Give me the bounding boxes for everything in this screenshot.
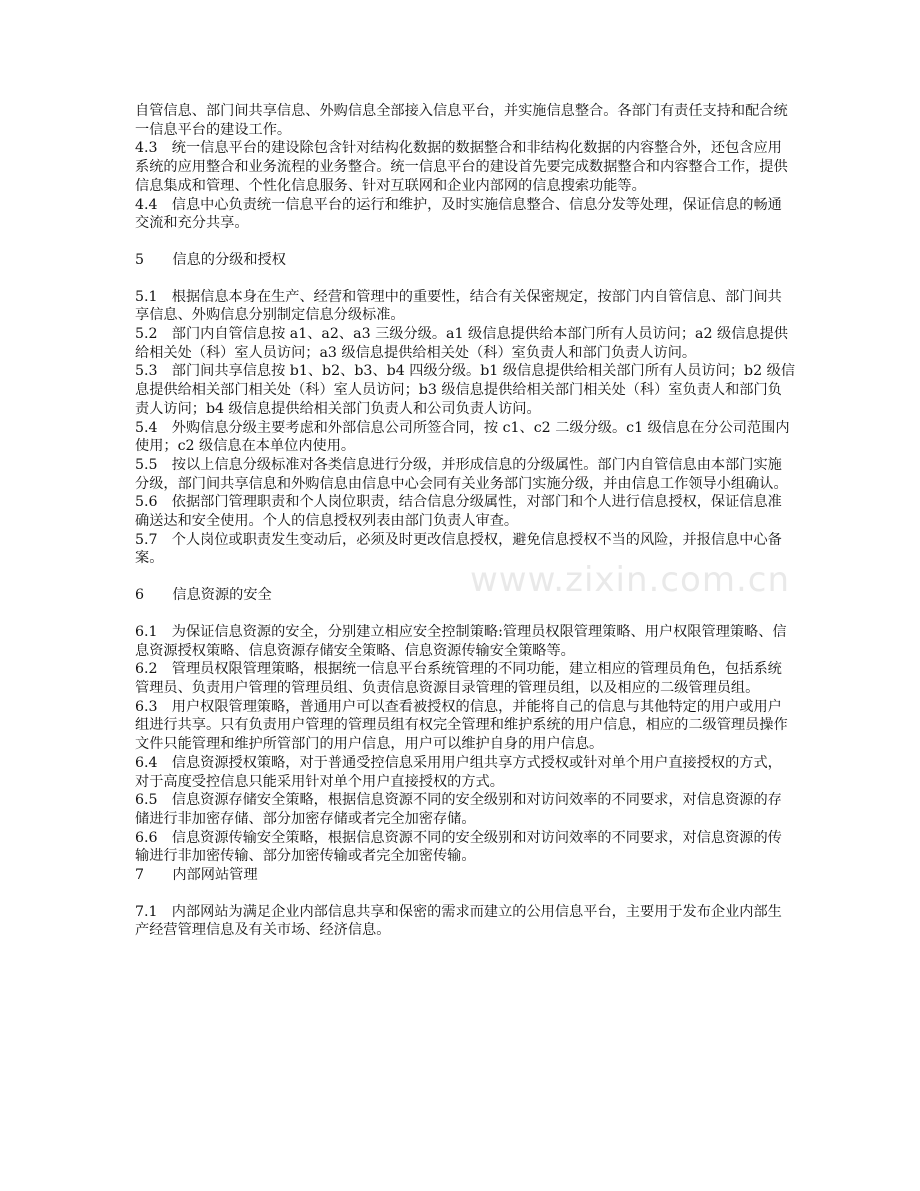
paragraph-6-6: 6.6 信息资源传输安全策略，根据信息资源不同的安全级别和对访问效率的不同要求，对信息资源的传输进行非加密传输、部分加密传输或者完全加密传输。 bbox=[135, 829, 782, 865]
paragraph-6-4: 6.4 信息资源授权策略，对于普通受控信息采用用户组共享方式授权或针对单个用户直接授权的方式，对于高度受控信息只能采用针对单个用户直接授权的方式。 bbox=[135, 754, 782, 790]
paragraph-5-3: 5.3 部门间共享信息按 b1、b2、b3、b4 四级分级。b1 级信息提供给相关部门所有人员访问；b2 级信息提供给相关部门相关处（科）室人员访问；b3 级信息提供给相关部门相关处（科）室负责人和部门负责人访问；b4 级信息提供给相关部门负责人和公司负责人访问。 bbox=[135, 363, 796, 417]
paragraph-5-6: 5.6 依据部门管理职责和个人岗位职责，结合信息分级属性，对部门和个人进行信息授权，保证信息准确送达和安全使用。个人的信息授权列表由部门负责人审查。 bbox=[135, 494, 782, 530]
paragraph-5-7: 5.7 个人岗位或职责发生变动后，必须及时更改信息授权，避免信息授权不当的风险，并报信息中心备案。 bbox=[135, 531, 782, 567]
paragraph-5-5: 5.5 按以上信息分级标准对各类信息进行分级，并形成信息的分级属性。部门内自管信息由本部门实施分级，部门间共享信息和外购信息由信息中心会同有关业务部门实施分级，并由信息工作领导小组确认。 bbox=[135, 456, 788, 492]
paragraph-5-4: 5.4 外购信息分级主要考虑和外部信息公司所签合同，按 c1、c2 二级分级。c1 级信息在分公司范围内使用；c2 级信息在本单位内使用。 bbox=[135, 419, 790, 455]
section-heading-7: 7 内部网站管理 bbox=[135, 867, 258, 884]
paragraph-6-1: 6.1 为保证信息资源的安全，分别建立相应安全控制策略:管理员权限管理策略、用户权限管理策略、信息资源授权策略、信息资源存储安全策略、信息资源传输安全策略等。 bbox=[135, 623, 787, 659]
watermark-text: www.zixin.com.cn bbox=[470, 560, 790, 600]
paragraph-5-2: 5.2 部门内自管信息按 a1、a2、a3 三级分级。a1 级信息提供给本部门所有人员访问；a2 级信息提供给相关处（科）室人员访问；a3 级信息提供给相关处（科）室负责人和部门负责人访问。 bbox=[135, 326, 788, 361]
section-heading-6: 6 信息资源的安全 bbox=[135, 587, 272, 604]
paragraph-4-2-continued: 自管信息、部门间共享信息、外购信息全部接入信息平台，并实施信息整合。各部门有责任支持和配合统一信息平台的建设工作。 bbox=[135, 103, 788, 138]
paragraph-5-1: 5.1 根据信息本身在生产、经营和管理中的重要性，结合有关保密规定，按部门内自管信息、部门间共享信息、外购信息分别制定信息分级标准。 bbox=[135, 288, 782, 324]
document-body bbox=[135, 102, 795, 940]
section-heading-5: 5 信息的分级和授权 bbox=[135, 251, 286, 268]
paragraph-4-4: 4.4 信息中心负责统一信息平台的运行和维护，及时实施信息整合、信息分发等处理，保证信息的畅通交流和充分共享。 bbox=[135, 196, 782, 232]
paragraph-6-3: 6.3 用户权限管理策略，普通用户可以查看被授权的信息，并能将自己的信息与其他特定的用户或用户组进行共享。只有负责用户管理的管理员组有权完全管理和维护系统的用户信息，相应的二级管理员操作文件只能管理和维护所管部门的用户信息，用户可以维护自身的用户信息。 bbox=[135, 698, 788, 753]
paragraph-6-2: 6.2 管理员权限管理策略，根据统一信息平台系统管理的不同功能，建立相应的管理员角色，包括系统管理员、负责用户管理的管理员组、负责信息资源目录管理的管理员组，以及相应的二级管理员组。 bbox=[135, 661, 782, 696]
paragraph-6-5: 6.5 信息资源存储安全策略，根据信息资源不同的安全级别和对访问效率的不同要求，对信息资源的存储进行非加密存储、部分加密存储或者完全加密存储。 bbox=[135, 792, 782, 827]
paragraph-7-1: 7.1 内部网站为满足企业内部信息共享和保密的需求而建立的公用信息平台，主要用于发布企业内部生产经营管理信息及有关市场、经济信息。 bbox=[135, 903, 782, 939]
paragraph-4-3: 4.3 统一信息平台的建设除包含针对结构化数据的数据整合和非结构化数据的内容整合外，还包含应用系统的应用整合和业务流程的业务整合。统一信息平台的建设首先要完成数据整合和内容整合工作，提供信息集成和管理、个性化信息服务、针对互联网和企业内部网的信息搜索功能等。 bbox=[135, 140, 788, 194]
